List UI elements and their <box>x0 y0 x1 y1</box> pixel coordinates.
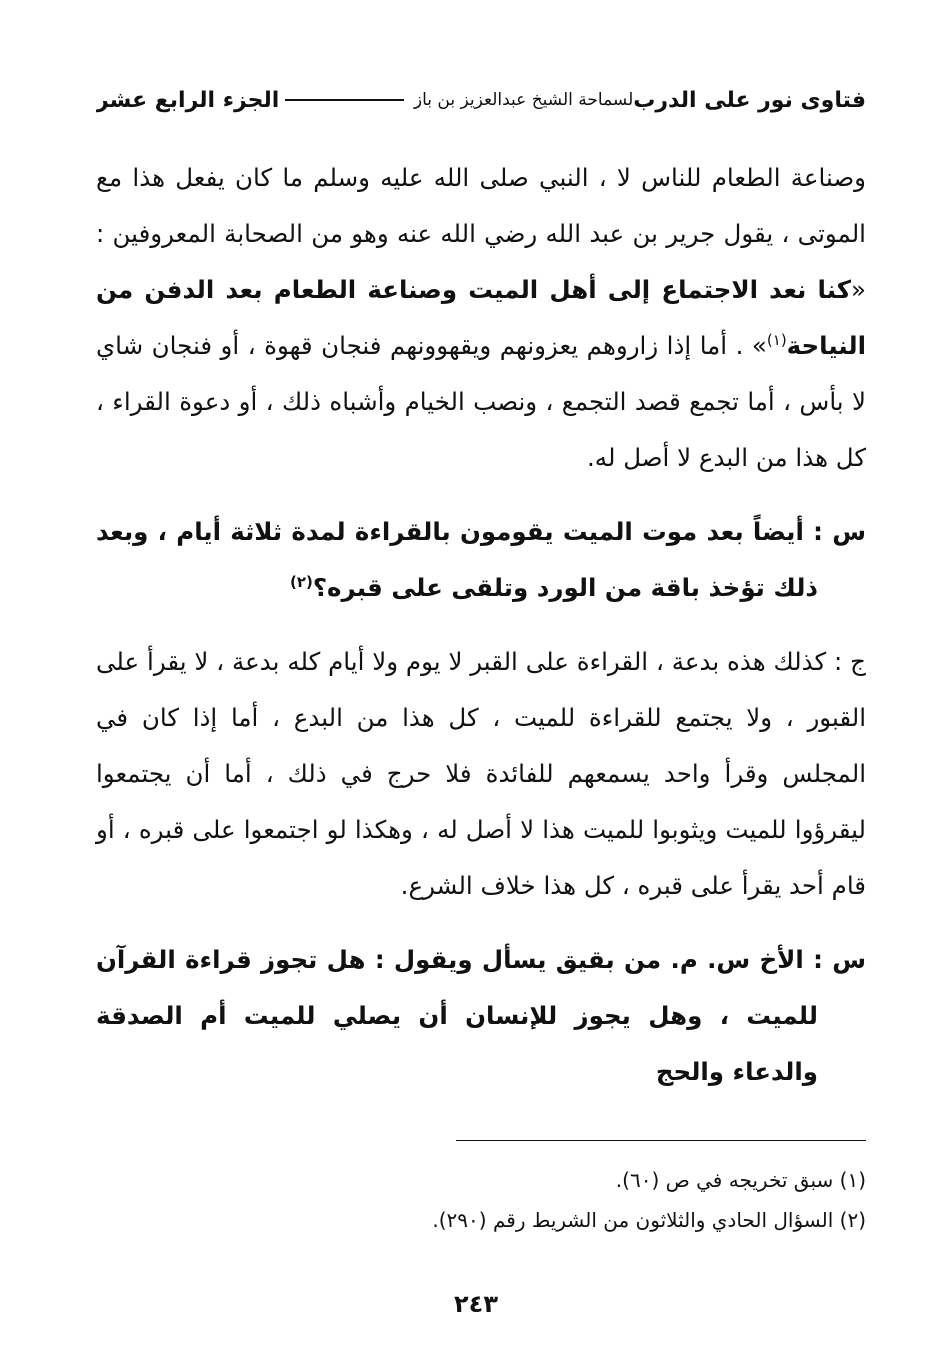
paragraph-1-text-b: » . أما إذا زاروهم يعزونهم ويقهوونهم فنجان قهوة ، أو فنجان شاي لا بأس ، أما تجمع قصد التجمع ، ونصب الخيام وأشباه ذلك ، أو دعوة القراء ، كل هذا من البدع لا أصل له. <box>96 331 866 472</box>
footnote-ref-2[interactable]: (٢) <box>289 572 313 591</box>
footnotes <box>96 1160 866 1240</box>
question-3 <box>96 932 866 1100</box>
footnote-ref-1[interactable]: (١) <box>766 330 787 349</box>
question-2-prefix: س : <box>813 517 867 546</box>
page-number: ٢٤٣ <box>454 1290 498 1318</box>
question-2-text: أيضاً بعد موت الميت يقومون بالقراءة لمدة ثلاثة أيام ، وبعد ذلك تؤخذ باقة من الورد وتلقى على قبره؟ <box>96 517 818 602</box>
footnote-separator <box>456 1140 866 1141</box>
answer-2 <box>96 634 866 914</box>
header-dash <box>285 99 404 101</box>
question-3-prefix: س : <box>813 945 867 974</box>
author-line: لسماحة الشيخ عبدالعزيز بن باز <box>413 90 634 110</box>
book-title: فتاوى نور على الدرب <box>633 87 866 113</box>
question-2 <box>96 504 866 616</box>
footnote-2: (٢) السؤال الحادي والثلاثون من الشريط رقم (٢٩٠). <box>432 1208 866 1232</box>
body-text <box>96 150 866 1100</box>
hadith-quote: كنا نعد الاجتماع إلى أهل الميت وصناعة الطعام بعد الدفن من النياحة <box>96 275 866 360</box>
volume-label: الجزء الرابع عشر <box>96 87 280 113</box>
paragraph-1 <box>96 150 866 486</box>
question-3-text: الأخ س. م. من بقيق يسأل ويقول : هل تجوز قراءة القرآن للميت ، وهل يجوز للإنسان أن يصلي للميت أم الصدقة والدعاء والحج <box>96 945 818 1086</box>
paragraph-1-text-a: وصناعة الطعام للناس لا ، النبي صلى الله عليه وسلم ما كان يفعل هذا مع الموتى ، يقول جرير بن عبد الله رضي الله عنه وهو من الصحابة المعروفين : « <box>96 163 866 304</box>
footnote-1: (١) سبق تخريجه في ص (٦٠). <box>615 1168 866 1192</box>
running-header <box>96 82 866 118</box>
answer-2-prefix: ج : <box>834 647 866 676</box>
answer-2-text: كذلك هذه بدعة ، القراءة على القبر لا يوم ولا أيام كله بدعة ، لا يقرأ على القبور ، ولا يجتمع للقراءة للميت ، كل هذا من البدع ، أما إذا كان في المجلس وقرأ واحد يسمعهم للفائدة فلا حرج في ذلك ، أما أن يجتمعوا ليقرؤوا للميت ويثوبوا للميت هذا لا أصل له ، وهكذا لو اجتمعوا على قبره ، أو قام أحد يقرأ على قبره ، كل هذا خلاف الشرع. <box>96 647 866 900</box>
